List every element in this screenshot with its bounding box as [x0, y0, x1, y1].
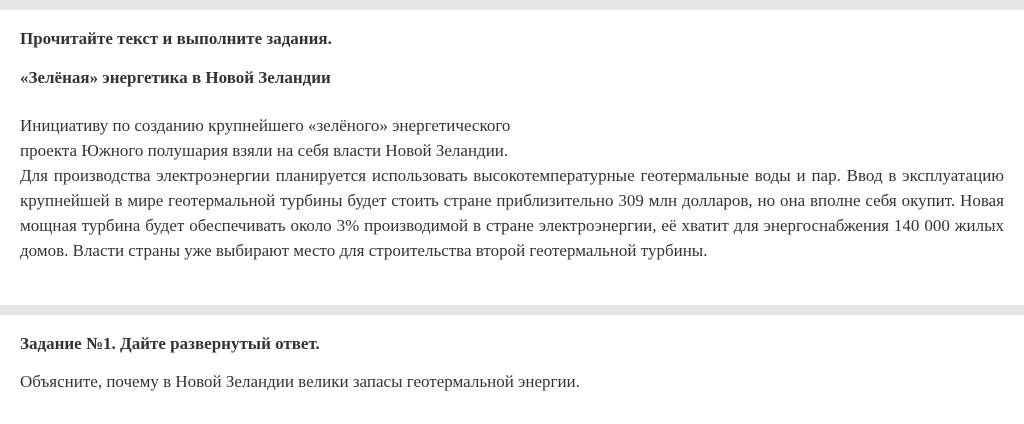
top-divider [0, 0, 1024, 10]
intro-line-2: проекта Южного полушария взяли на себя власти Новой Зеландии. [20, 141, 509, 160]
reading-text-card [0, 10, 1024, 305]
intro-line-1: Инициативу по созданию крупнейшего «зелёного» энергетического [20, 116, 511, 135]
body-paragraph: Для производства электроэнергии планируется использовать высокотемпературные геотермальные воды и пар. Ввод в эксплуатацию крупнейшей в мире геотермальной турбины будет стоить стране приблизительно 309 млн долларов, но она вполне себя окупит. Новая мощная турбина будет обеспечивать около 3% производимой в стране электроэнергии, её хватит для энергоснабжения 140 000 жилых домов. Власти страны уже выбирают место для строительства второй геотермальной турбины. [20, 166, 1004, 260]
task-title: Задание №1. Дайте развернутый ответ. [20, 334, 320, 353]
intro-paragraph [20, 113, 1004, 163]
article-title: «Зелёная» энергетика в Новой Зеландии [20, 68, 331, 87]
instruction-heading: Прочитайте текст и выполните задания. [20, 29, 332, 48]
task-question: Объясните, почему в Новой Зеландии велики запасы геотермальной энергии. [20, 372, 580, 391]
task-card [0, 315, 1024, 424]
section-divider [0, 305, 1024, 315]
